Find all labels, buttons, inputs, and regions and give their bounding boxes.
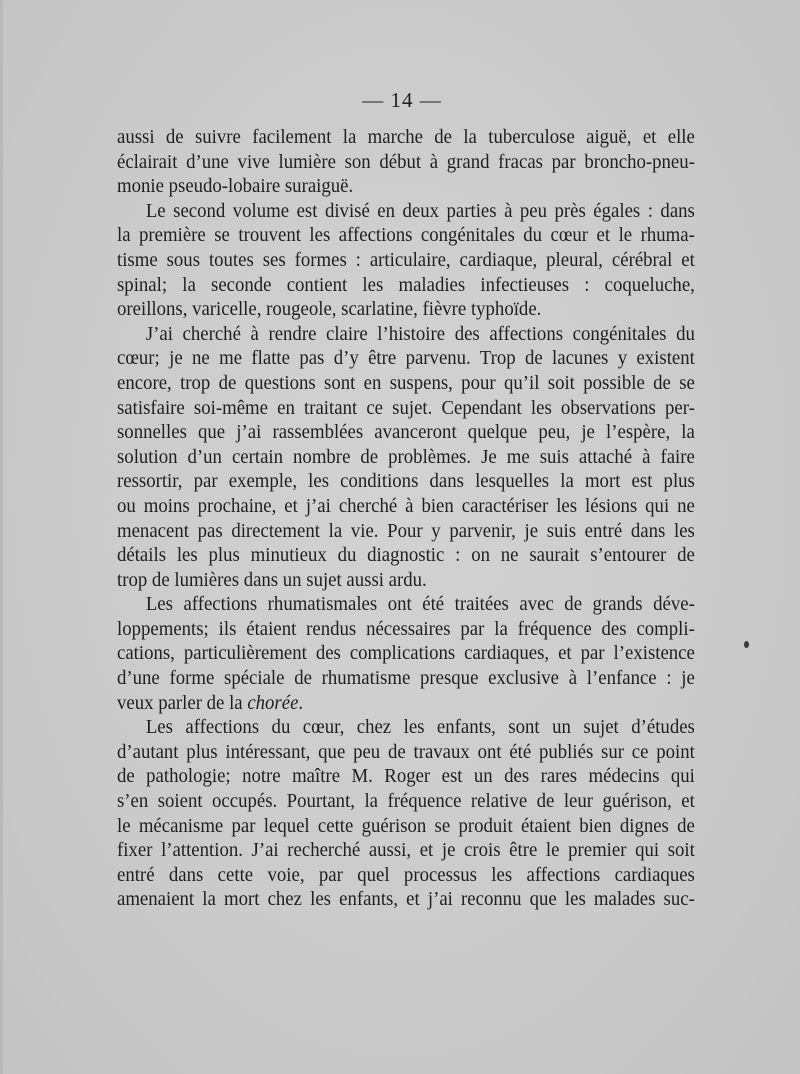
paragraph-5 [117,715,695,912]
text-line: détails les plus minutieux du diagnostic : on ne saurait s’entourer de [117,544,695,567]
page-edge [0,0,3,1074]
ink-speck [744,641,749,648]
text-line: encore, trop de questions sont en suspens, pour qu’il soit possible de se [117,371,695,394]
text-line: cations, particulièrement des complications cardiaques, et par l’existence [117,642,695,665]
text-line: solution d’un certain nombre de problèmes. Je me suis attaché à faire [117,445,695,468]
paragraph-4 [117,592,695,715]
text-fragment: . [298,691,304,714]
text-line: Les affections du cœur, chez les enfants, sont un sujet d’études [145,716,695,739]
text-line: menacent pas directement la vie. Pour y parvenir, je suis entré dans les [117,519,695,542]
paragraph-3 [117,322,695,593]
text-line: tisme sous toutes ses formes : articulaire, cardiaque, pleural, cérébral et [117,248,695,271]
text-line: Les affections rhumatismales ont été traitées avec de grands déve- [145,593,695,616]
text-line: s’en soient occupés. Pourtant, la fréquence relative de leur guérison, et [117,790,695,813]
paragraph-1 [117,125,695,199]
text-line: la première se trouvent les affections congénitales du cœur et le rhuma- [117,224,695,247]
text-line: monie pseudo-lobaire suraiguë. [117,175,354,198]
text-line: ressortir, par exemple, les conditions dans lesquelles la mort est plus [117,470,695,493]
text-line: satisfaire soi-même en traitant ce sujet. Cependant les observations per- [117,396,695,419]
text-line: Le second volume est divisé en deux parties à peu près égales : dans [145,199,695,222]
text-line: oreillons, varicelle, rougeole, scarlatine, fièvre typhoïde. [117,298,542,321]
text-line [117,691,695,716]
page-number: — 14 — [362,88,442,112]
text-line: sonnelles que j’ai rassemblées avanceront quelque peu, je l’espère, la [117,421,695,444]
text-line: d’autant plus intéressant, que peu de travaux ont été publiés sur ce point [117,740,695,763]
text-line: le mécanisme par lequel cette guérison se produit étaient bien dignes de [117,814,695,837]
text-line: aussi de suivre facilement la marche de la tuberculose aiguë, et elle [117,126,695,148]
text-line: éclairait d’une vive lumière son début à grand fracas par broncho-pneu- [117,150,695,173]
text-line: de pathologie; notre maître M. Roger est un des rares médecins qui [117,765,695,788]
text-fragment: veux parler de la [117,691,248,714]
paragraph-2 [117,199,695,322]
text-line: entré dans cette voie, par quel processus les affections cardiaques [117,863,695,886]
text-line: fixer l’attention. J’ai recherché aussi, et je crois être le premier qui soit [117,839,695,862]
text-line: spinal; la seconde contient les maladies infectieuses : coqueluche, [117,273,695,296]
italic-term: chorée [247,691,299,714]
text-line: loppements; ils étaient rendus nécessaires par la fréquence des compli- [117,617,695,640]
text-line: trop de lumières dans un sujet aussi ardu. [117,568,427,591]
text-line: J’ai cherché à rendre claire l’histoire des affections congénitales du [145,322,695,345]
text-line: amenaient la mort chez les enfants, et j’ai reconnu que les malades suc- [117,888,695,911]
text-line: cœur; je ne me flatte pas d’y être parvenu. Trop de lacunes y existent [117,347,695,370]
text-line: d’une forme spéciale de rhumatisme presque exclusive à l’enfance : je [117,667,695,690]
text-line: ou moins prochaine, et j’ai cherché à bien caractériser les lésions qui ne [117,494,695,517]
body-text [117,125,695,912]
